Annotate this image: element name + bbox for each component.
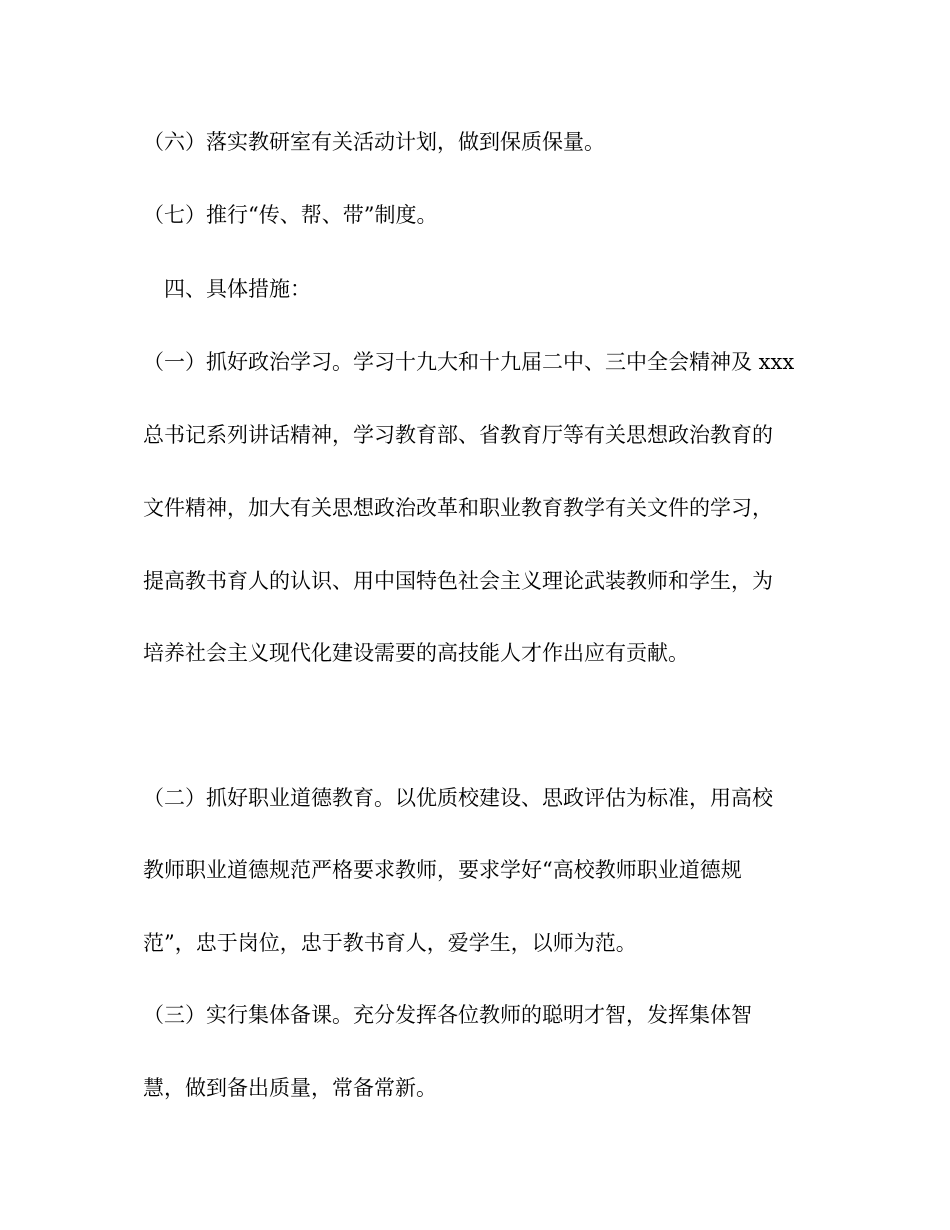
measure-one-line-4: 提高教书育人的认识、用中国特色社会主义理论武装教师和学生，为 [143, 569, 773, 593]
measure-one-line-1: （一）抓好政治学习。学习十九大和十九届二中、三中全会精神及 xxx [143, 350, 795, 374]
measure-one-line-5: 培养社会主义现代化建设需要的高技能人才作出应有贡献。 [143, 641, 689, 665]
measure-two-line-3: 范”，忠于岗位，忠于教书育人，爱学生，以师为范。 [143, 931, 637, 955]
measure-one-line-2: 总书记系列讲话精神，学习教育部、省教育厅等有关思想政治教育的 [143, 423, 773, 447]
section-four-heading: 四、具体措施： [143, 277, 311, 301]
item-seven-line: （七）推行“传、帮、带”制度。 [143, 203, 438, 227]
measure-one-line-3: 文件精神，加大有关思想政治改革和职业教育教学有关文件的学习， [143, 496, 773, 520]
measure-three-line-1: （三）实行集体备课。充分发挥各位教师的聪明才智，发挥集体智 [143, 1003, 752, 1027]
measure-two-line-2: 教师职业道德规范严格要求教师，要求学好“高校教师职业道德规 [143, 858, 742, 882]
item-six-line: （六）落实教研室有关活动计划，做到保质保量。 [143, 130, 605, 154]
measure-two-line-1: （二）抓好职业道德教育。以优质校建设、思政评估为标准，用高校 [143, 786, 773, 810]
measure-three-line-2: 慧，做到备出质量，常备常新。 [143, 1076, 437, 1100]
